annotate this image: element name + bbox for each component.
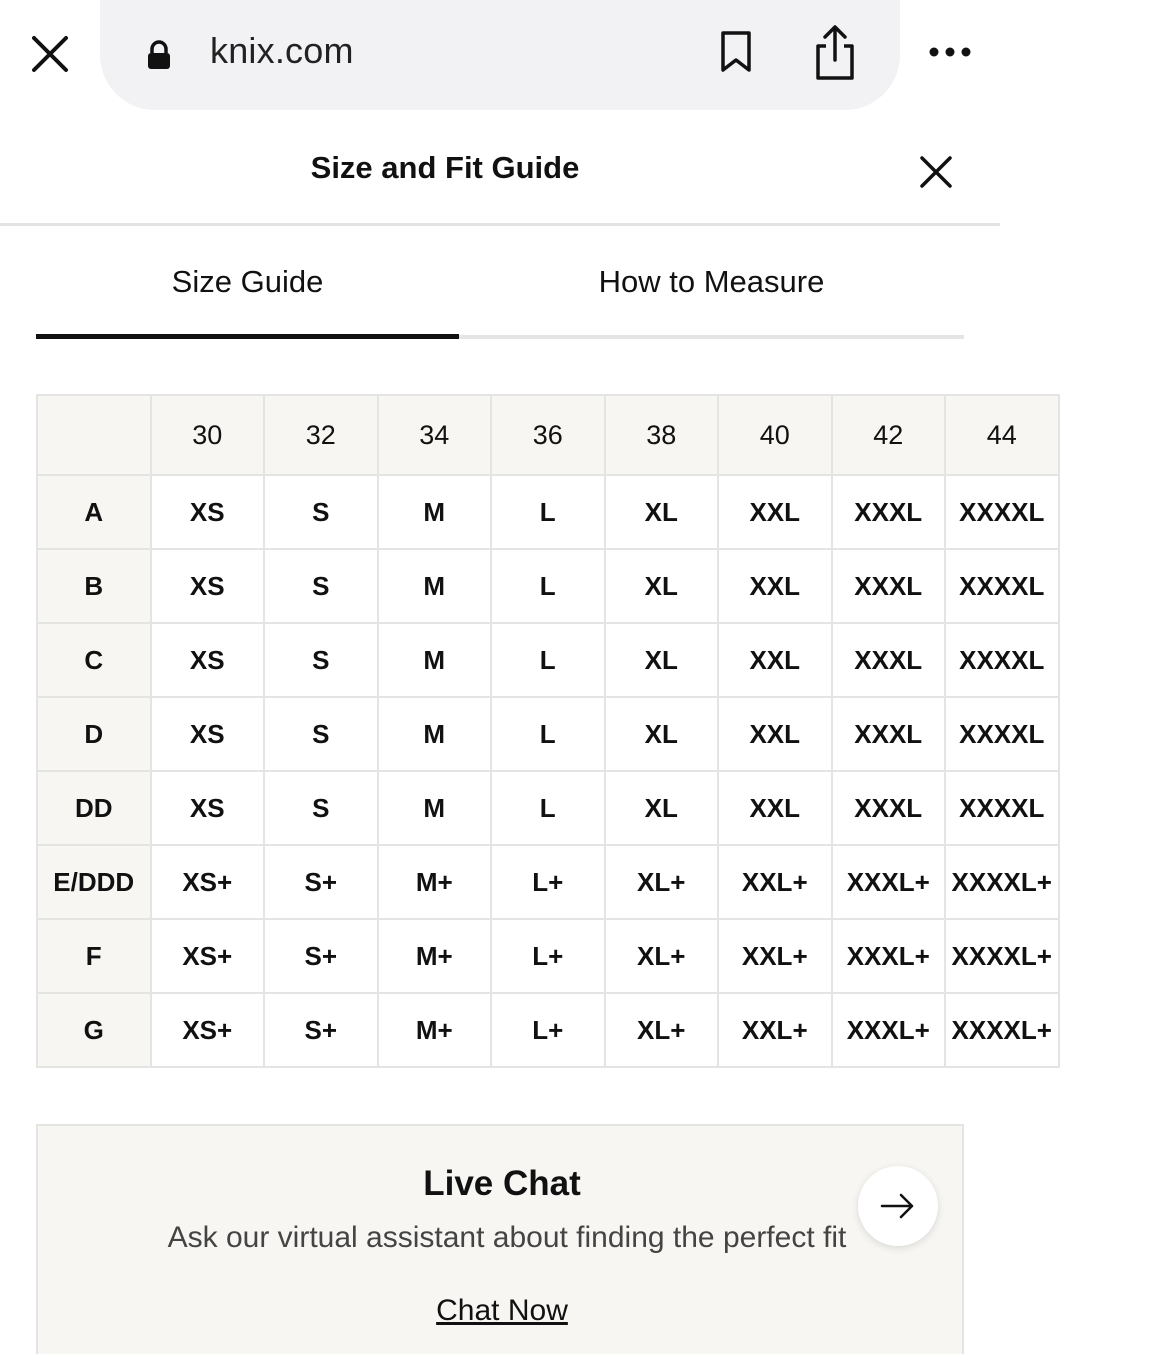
band-size-header: 30 [151, 395, 265, 475]
table-row [37, 549, 1172, 623]
size-cell: XXL [718, 697, 832, 771]
band-size-header: 40 [718, 395, 832, 475]
bookmark-icon[interactable] [718, 30, 754, 74]
size-cell: XXXXL [945, 697, 1059, 771]
table-header-row [37, 395, 1172, 475]
size-cell: XXL+ [718, 919, 832, 993]
close-icon[interactable] [914, 150, 958, 194]
size-cell: S [264, 771, 378, 845]
band-size-header: 38 [605, 395, 719, 475]
page-title: Size and Fit Guide [310, 150, 580, 185]
size-cell: M [378, 623, 492, 697]
cup-size-cell: A [37, 475, 151, 549]
size-cell: XXL [718, 549, 832, 623]
size-cell: XL [605, 623, 719, 697]
size-cell: XXXL [832, 475, 946, 549]
size-cell: L [491, 549, 605, 623]
size-cell: XXXXL [945, 475, 1059, 549]
size-cell: S+ [264, 919, 378, 993]
size-cell: M+ [378, 919, 492, 993]
size-cell: XS [151, 771, 265, 845]
guide-header [0, 112, 1000, 226]
arrow-right-icon [880, 1192, 916, 1220]
size-cell: XXXL [832, 697, 946, 771]
table-row [37, 623, 1172, 697]
size-cell: L+ [491, 919, 605, 993]
size-cell: XS+ [151, 993, 265, 1067]
table-corner-cell [37, 395, 151, 475]
size-cell: S [264, 475, 378, 549]
size-cell: XS [151, 623, 265, 697]
lock-icon [146, 40, 172, 70]
band-size-header: 42 [832, 395, 946, 475]
size-cell: XS [151, 697, 265, 771]
size-cell: S [264, 623, 378, 697]
size-cell: XXL [718, 623, 832, 697]
size-cell: XXL+ [718, 845, 832, 919]
size-cell: M [378, 771, 492, 845]
size-cell: S+ [264, 993, 378, 1067]
table-row [37, 993, 1172, 1067]
size-cell: XL+ [605, 993, 719, 1067]
size-cell: XXXL+ [832, 845, 946, 919]
more-icon[interactable] [928, 40, 972, 64]
size-cell: XL+ [605, 845, 719, 919]
size-cell: S [264, 697, 378, 771]
url-text: knix.com [210, 30, 354, 71]
size-cell: XL [605, 771, 719, 845]
size-table-scroll[interactable] [36, 394, 1052, 1070]
size-cell: L [491, 697, 605, 771]
close-icon [30, 34, 70, 74]
size-cell: XXL [718, 771, 832, 845]
size-cell: L [491, 623, 605, 697]
size-cell: XXXXL [945, 771, 1059, 845]
band-size-header: 34 [378, 395, 492, 475]
band-size-header: 44 [945, 395, 1059, 475]
size-cell: XXXXL [945, 549, 1059, 623]
size-cell: L [491, 771, 605, 845]
band-size-header: 36 [491, 395, 605, 475]
cup-size-cell: G [37, 993, 151, 1067]
size-cell: M [378, 549, 492, 623]
live-chat-title: Live Chat [423, 1164, 581, 1203]
band-size-header: 32 [264, 395, 378, 475]
size-cell: XXXL [832, 623, 946, 697]
tab-active-indicator [36, 334, 459, 339]
browser-close-button[interactable] [22, 26, 78, 82]
size-cell: XXXL+ [832, 919, 946, 993]
chat-now-link[interactable]: Chat Now [436, 1294, 568, 1327]
size-cell: XXL [718, 475, 832, 549]
tab-how-to-measure[interactable]: How to Measure [598, 264, 825, 299]
browser-toolbar [0, 0, 1000, 112]
size-cell: S+ [264, 845, 378, 919]
tab-bar [36, 226, 964, 342]
size-cell: L+ [491, 993, 605, 1067]
size-cell: XL [605, 697, 719, 771]
table-row [37, 919, 1172, 993]
size-cell: XL [605, 549, 719, 623]
size-cell: XL [605, 475, 719, 549]
table-row [37, 771, 1172, 845]
size-cell: XXL+ [718, 993, 832, 1067]
live-chat-subtitle: Ask our virtual assistant about finding the perfect fit [167, 1221, 847, 1254]
size-cell: XS [151, 475, 265, 549]
size-table [36, 394, 1173, 1068]
size-cell: XS+ [151, 845, 265, 919]
size-cell: XXXL [832, 771, 946, 845]
live-chat-card [36, 1124, 964, 1354]
size-cell: XXXXL+ [945, 919, 1059, 993]
tab-size-guide[interactable]: Size Guide [171, 264, 324, 299]
size-cell: S [264, 549, 378, 623]
size-cell: L [491, 475, 605, 549]
size-cell: L+ [491, 845, 605, 919]
cup-size-cell: E/DDD [37, 845, 151, 919]
size-cell: M+ [378, 845, 492, 919]
cup-size-cell: F [37, 919, 151, 993]
address-bar[interactable] [100, 0, 900, 110]
size-cell: XS [151, 549, 265, 623]
size-cell: XS+ [151, 919, 265, 993]
chat-arrow-button[interactable] [858, 1166, 938, 1246]
size-cell: M [378, 697, 492, 771]
size-cell: XXXXL [945, 623, 1059, 697]
table-row [37, 845, 1172, 919]
share-icon[interactable] [812, 24, 858, 82]
cup-size-cell: D [37, 697, 151, 771]
size-cell: XXXL+ [832, 993, 946, 1067]
size-cell: M+ [378, 993, 492, 1067]
table-row [37, 697, 1172, 771]
cup-size-cell: DD [37, 771, 151, 845]
size-cell: XXXXL+ [945, 845, 1059, 919]
size-cell: XL+ [605, 919, 719, 993]
size-cell: XXXXL+ [945, 993, 1059, 1067]
cup-size-cell: B [37, 549, 151, 623]
size-cell: M [378, 475, 492, 549]
table-row [37, 475, 1172, 549]
cup-size-cell: C [37, 623, 151, 697]
size-cell: XXXL [832, 549, 946, 623]
